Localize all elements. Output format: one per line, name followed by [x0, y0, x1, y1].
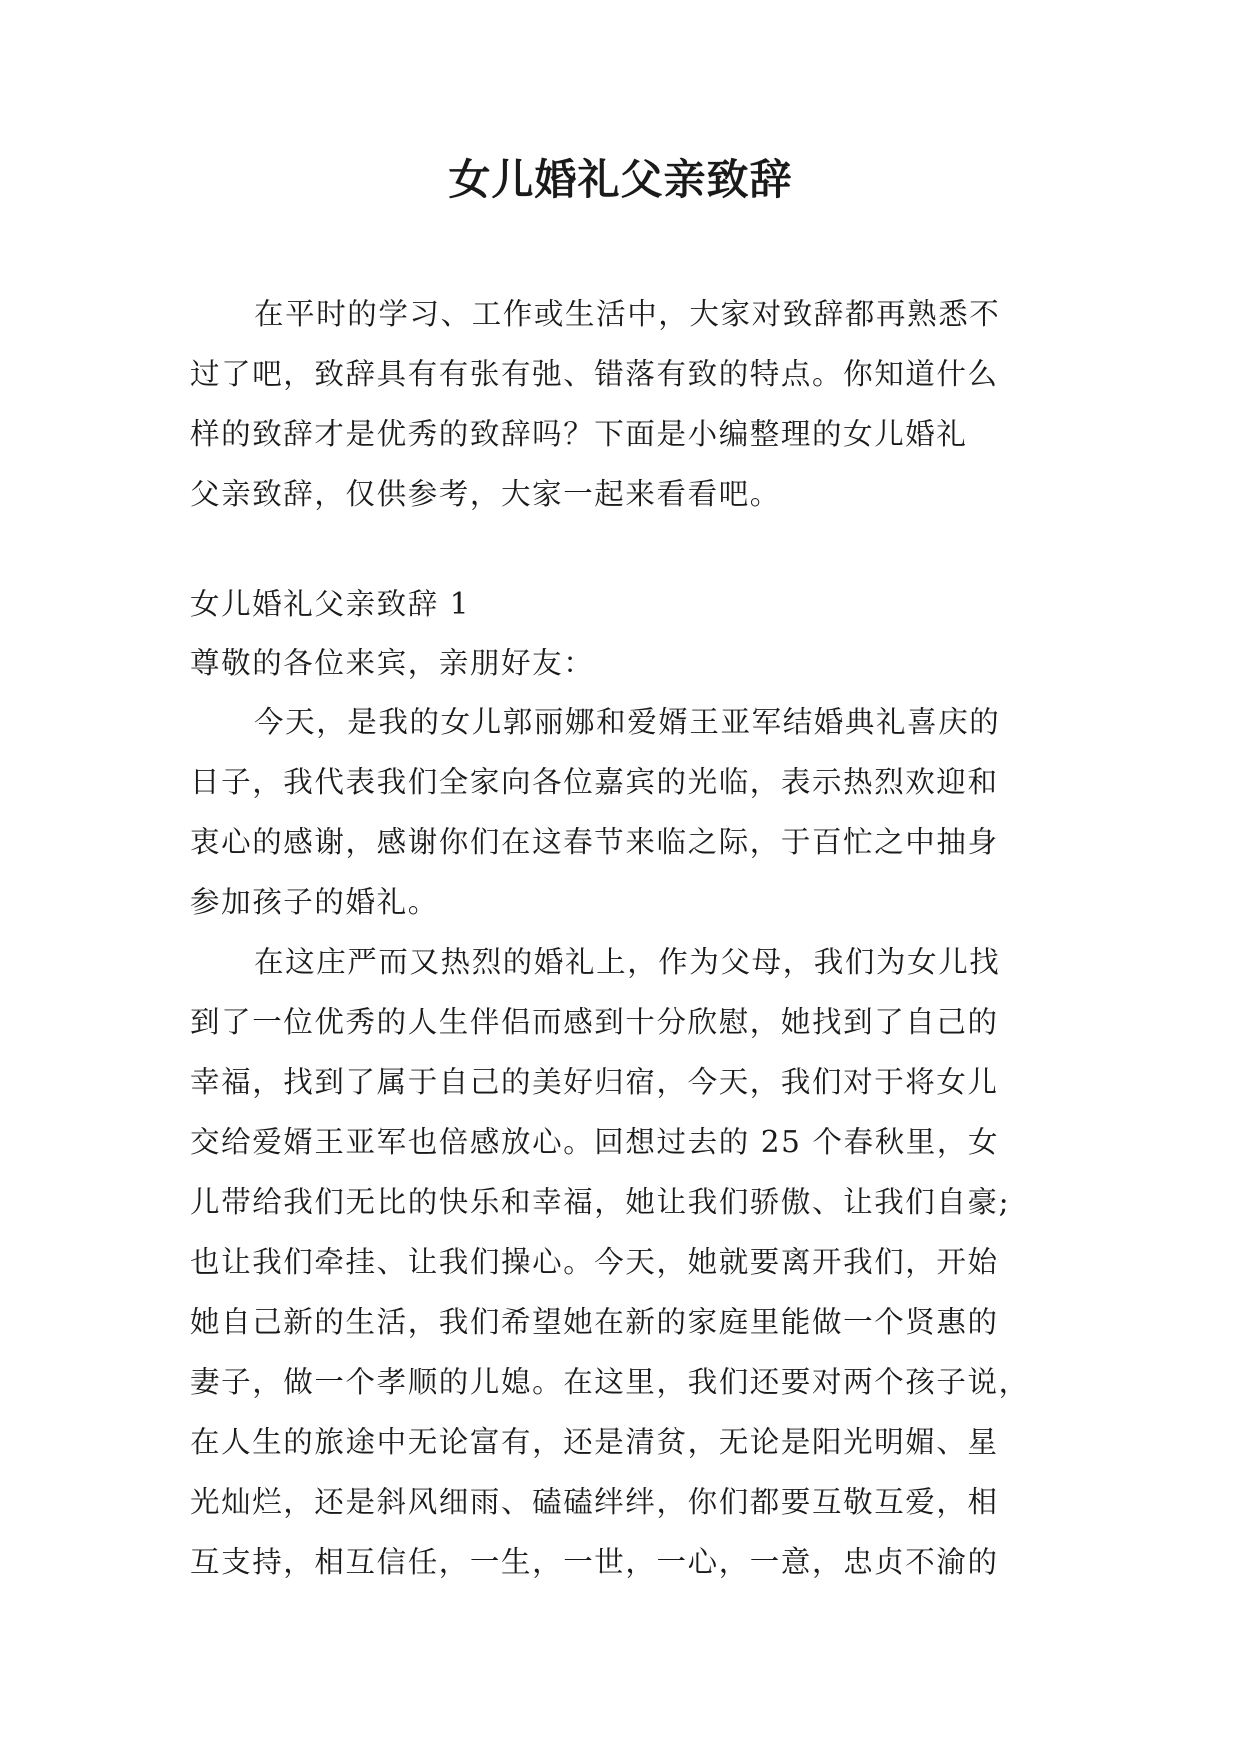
- document-title: 女儿婚礼父亲致辞: [448, 155, 793, 204]
- paragraph-line: 到了一位优秀的人生伴侣而感到十分欣慰，她找到了自己的: [190, 1005, 999, 1039]
- intro-line: 在平时的学习、工作或生活中，大家对致辞都再熟悉不: [254, 297, 1001, 331]
- paragraph-line: 光灿烂，还是斜风细雨、磕磕绊绊，你们都要互敬互爱，相: [190, 1485, 999, 1519]
- paragraph-line: 她自己新的生活，我们希望她在新的家庭里能做一个贤惠的: [190, 1305, 999, 1339]
- paragraph-line: 儿带给我们无比的快乐和幸福，她让我们骄傲、让我们自豪;: [190, 1185, 1011, 1219]
- paragraph-line: 在这庄严而又热烈的婚礼上，作为父母，我们为女儿找: [254, 945, 1001, 979]
- paragraph-line: 在人生的旅途中无论富有，还是清贫，无论是阳光明媚、星: [190, 1425, 999, 1459]
- paragraph-line: 参加孩子的婚礼。: [190, 885, 439, 919]
- paragraph-line: 日子，我代表我们全家向各位嘉宾的光临，表示热烈欢迎和: [190, 765, 999, 799]
- intro-line: 样的致辞才是优秀的致辞吗？下面是小编整理的女儿婚礼: [190, 417, 968, 451]
- intro-paragraph: [190, 284, 1050, 524]
- paragraph-line: 幸福，找到了属于自己的美好归宿，今天，我们对于将女儿: [190, 1065, 999, 1099]
- paragraph-line: 衷心的感谢，感谢你们在这春节来临之际，于百忙之中抽身: [190, 825, 999, 859]
- section-heading: 女儿婚礼父亲致辞 1: [190, 587, 471, 621]
- paragraph-line: 今天，是我的女儿郭丽娜和爱婿王亚军结婚典礼喜庆的: [254, 705, 1001, 739]
- paragraph-1: [190, 692, 1050, 932]
- intro-line: 过了吧，致辞具有有张有弛、错落有致的特点。你知道什么: [190, 357, 999, 391]
- paragraph-line: 也让我们牵挂、让我们操心。今天，她就要离开我们，开始: [190, 1245, 999, 1279]
- salutation: 尊敬的各位来宾，亲朋好友：: [190, 646, 595, 680]
- intro-line: 父亲致辞，仅供参考，大家一起来看看吧。: [190, 477, 781, 511]
- paragraph-line: 交给爱婿王亚军也倍感放心。回想过去的 25 个春秋里，女: [190, 1125, 1000, 1159]
- paragraph-line: 互支持，相互信任，一生，一世，一心，一意，忠贞不渝的: [190, 1545, 999, 1579]
- paragraph-line: 妻子，做一个孝顺的儿媳。在这里，我们还要对两个孩子说，: [190, 1365, 1030, 1399]
- paragraph-2: [190, 932, 1050, 1592]
